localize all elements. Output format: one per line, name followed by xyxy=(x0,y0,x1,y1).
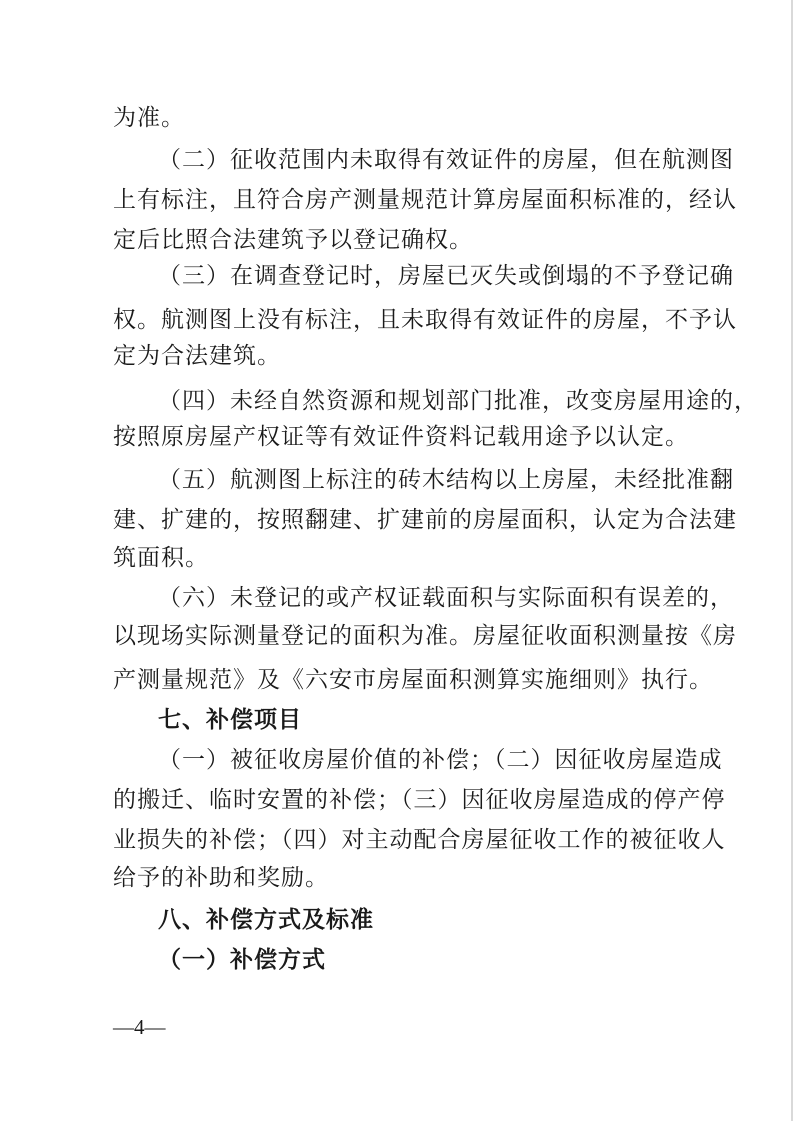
text-line: 上有标注，且符合房产测量规范计算房屋面积标准的，经认 xyxy=(113,187,737,213)
text-line: （一）被征收房屋价值的补偿；（二）因征收房屋造成 xyxy=(158,747,723,773)
text-line: 筑面积。 xyxy=(113,545,209,571)
text-line: （二）征收范围内未取得有效证件的房屋，但在航测图 xyxy=(158,147,734,173)
text-line: 产测量规范》及《六安市房屋面积测算实施细则》执行。 xyxy=(113,667,713,693)
text-line: 定后比照合法建筑予以登记确权。 xyxy=(113,227,473,253)
text-line: 按照原房屋产权证等有效证件资料记载用途予以认定。 xyxy=(113,424,689,450)
text-line: 的搬迁、临时安置的补偿；（三）因征收房屋造成的停产停 xyxy=(113,787,726,813)
section-heading: 八、补偿方式及标准 xyxy=(158,907,374,933)
subsection-heading: （一）补偿方式 xyxy=(158,947,326,973)
text-line: （六）未登记的或产权证载面积与实际面积有误差的， xyxy=(158,585,734,611)
text-line: 以现场实际测量登记的面积为准。房屋征收面积测量按《房 xyxy=(113,623,737,649)
text-line: 建、扩建的，按照翻建、扩建前的房屋面积，认定为合法建 xyxy=(113,507,737,533)
text-line: 为准。 xyxy=(113,105,185,131)
section-heading: 七、补偿项目 xyxy=(158,707,302,733)
text-line: 权。航测图上没有标注，且未取得有效证件的房屋，不予认 xyxy=(113,307,737,333)
text-line: 给予的补助和奖励。 xyxy=(113,865,329,891)
text-line: （五）航测图上标注的砖木结构以上房屋，未经批准翻 xyxy=(158,467,734,493)
text-line: 定为合法建筑。 xyxy=(113,343,281,369)
text-line: 业损失的补偿；（四）对主动配合房屋征收工作的被征收人 xyxy=(113,827,726,853)
text-line: （三）在调查登记时，房屋已灭失或倒塌的不予登记确 xyxy=(158,263,734,289)
page-number: —4— xyxy=(113,1015,166,1039)
text-line: （四）未经自然资源和规划部门批准，改变房屋用途的， xyxy=(158,388,758,414)
